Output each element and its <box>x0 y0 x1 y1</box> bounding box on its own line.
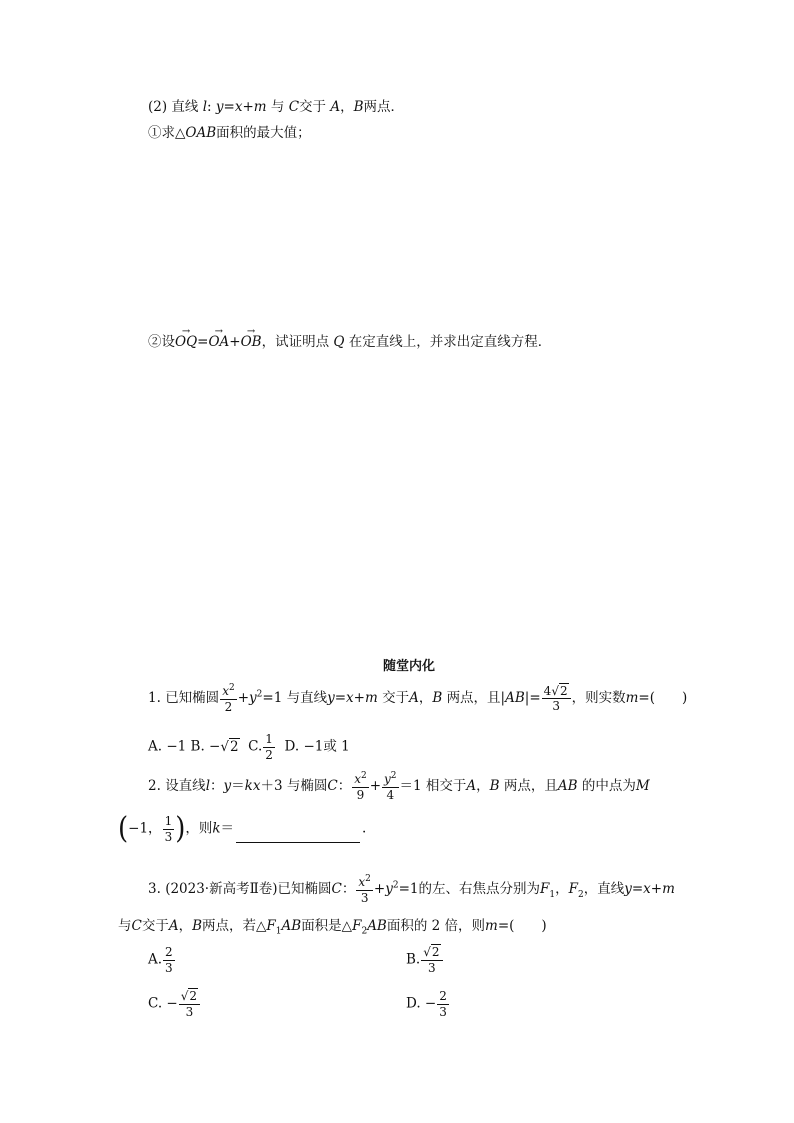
p3-line2-c: 两点，若△ <box>202 918 267 934</box>
fraction-2-over-3: $\frac{2}{3}$ <box>165 945 173 975</box>
p3-option-d-row <box>406 990 450 1018</box>
p1-number: 1. <box>148 690 161 707</box>
p1-options-ab: A. −1 B. − <box>148 738 221 755</box>
p3-option-b-row <box>406 946 444 974</box>
part2-text-c: 两点． <box>363 99 404 115</box>
p1-text-b: 与直线 <box>286 690 328 707</box>
p2-text-c: 相交于 <box>425 778 467 795</box>
part2-label: (2) 直线 <box>148 99 199 115</box>
p2-text-d: 两点，且 <box>503 778 558 795</box>
p3-option-d: D. − <box>406 995 437 1012</box>
fraction-1-over-2: $\frac{1}{2}$ <box>265 732 273 762</box>
p3-option-c-row <box>148 990 201 1018</box>
p3-line2-e: 面积的 2 倍，则 <box>386 918 486 934</box>
math-l: l <box>202 99 208 115</box>
p3-line2-a: 与 <box>118 918 132 934</box>
p2-number: 2. <box>148 778 161 795</box>
answer-blank[interactable] <box>236 830 360 843</box>
p3-source: (2023·新高考Ⅱ卷)已知椭圆 <box>165 881 332 898</box>
p1-text-a: 已知椭圆 <box>165 690 220 707</box>
p3-line2-b: 交于 <box>141 918 169 934</box>
question-1: ①求△OAB面积的最大值； <box>148 125 311 141</box>
p3-answer-paren: =( ) <box>497 918 547 934</box>
p2-end: . <box>362 820 367 837</box>
q1-tail: 面积的最大值； <box>216 125 311 141</box>
q1-prefix: ①求△ <box>148 125 186 141</box>
question-2: ②设→ OQ=→ OA+→ OB，试证明点 Q 在定直线上，并求出定直线方程． <box>148 336 551 350</box>
p2-text-g: ＝ <box>220 820 235 837</box>
vector-OQ: → OQ <box>175 336 197 350</box>
right-paren: ) <box>175 811 186 847</box>
p3-line2-d: 面积是△ <box>301 918 353 934</box>
p1-text-f: ，则实数 <box>571 690 626 707</box>
p1-text-d: 两点，且| <box>446 690 506 707</box>
problem-1-options <box>148 733 350 761</box>
p3-option-a: A. <box>148 951 163 968</box>
p2-text-b: 与椭圆 <box>286 778 328 795</box>
problem-1: 1. 已知椭圆 $\frac{x^2}{2}$ $+y^2=1$ 与直线y=x+m 交于A，B 两点，且|AB|= $\frac{4√2}{3}$ ，则实数m=( ) <box>148 683 688 714</box>
p2-text-e: 的中点为 <box>581 778 636 795</box>
p3-text-b: ，直线 <box>583 881 625 898</box>
fraction-x2-over-2: $\frac{x^2}{2}$ <box>222 683 235 714</box>
sqrt-2: √2 <box>220 738 239 755</box>
p2-text-f: ，则 <box>185 820 213 837</box>
p3-number: 3. <box>148 881 161 898</box>
problem-3: 3. (2023·新高考Ⅱ卷)已知椭圆C： $\frac{x^2}{3}$ $+y^2=1$的左、右焦点分别为$F_1$，$F_2$，直线y=x+m <box>148 874 675 905</box>
q2-tail2: 在定直线上，并求出定直线方程． <box>348 334 552 350</box>
part2-text-a: 与 <box>270 99 285 115</box>
section-title: 随堂内化 <box>383 659 436 674</box>
fraction-1-over-3: $\frac{1}{3}$ <box>164 814 173 844</box>
left-paren: ( <box>118 811 129 847</box>
fraction-x2-over-9: $\frac{x^2}{9}$ <box>354 771 367 802</box>
q2-tail: ，试证明点 <box>261 334 330 350</box>
p1-answer-paren: =( ) <box>638 690 688 707</box>
fraction-neg-sqrt2-over-3: $\frac{√2}{3}$ <box>179 990 200 1018</box>
fraction-x2-over-3: $\frac{x^2}{3}$ <box>358 874 371 905</box>
q2-prefix: ②设 <box>148 334 175 350</box>
problem-2-cont: (−1， $\frac{1}{3}$ )，则k＝ . <box>118 811 367 847</box>
vector-OB: → OB <box>241 336 262 350</box>
p3-option-b: B. <box>406 951 421 968</box>
problem-2: 2. 设直线l：y＝kx＋3 与椭圆C： $\frac{x^2}{9}$ + $\frac{y^2}{4}$ ＝1 相交于A，B 两点，且AB 的中点为M <box>148 771 650 802</box>
fraction-neg-2-over-3: $\frac{2}{3}$ <box>439 989 447 1019</box>
p1-text-c: 交于 <box>382 690 410 707</box>
p3-text-a: 的左、右焦点分别为 <box>418 881 540 898</box>
part2-statement: (2) 直线 l: y=x+m 与 C交于 A，B两点． <box>148 99 404 115</box>
vector-OA: → OA <box>208 336 229 350</box>
p1-option-d: D. −1或 1 <box>284 738 350 755</box>
p1-option-c: C. <box>248 738 263 755</box>
part2-text-b: 交于 <box>299 99 327 115</box>
fraction-sqrt2-over-3: $\frac{√2}{3}$ <box>421 946 442 974</box>
fraction-4sqrt2-over-3: $\frac{4√2}{3}$ <box>542 685 571 713</box>
fraction-y2-over-4: $\frac{y^2}{4}$ <box>384 771 397 802</box>
problem-3-cont: 与C交于A，B两点，若$\triangle F_1AB$面积是$\triangle F_2AB$面积的 2 倍，则m=( ) <box>118 918 547 937</box>
p2-text-a: 设直线 <box>165 778 206 795</box>
p3-option-a-row <box>148 946 176 974</box>
p3-option-c: C. − <box>148 995 178 1012</box>
p1-text-e: |= <box>524 690 541 707</box>
